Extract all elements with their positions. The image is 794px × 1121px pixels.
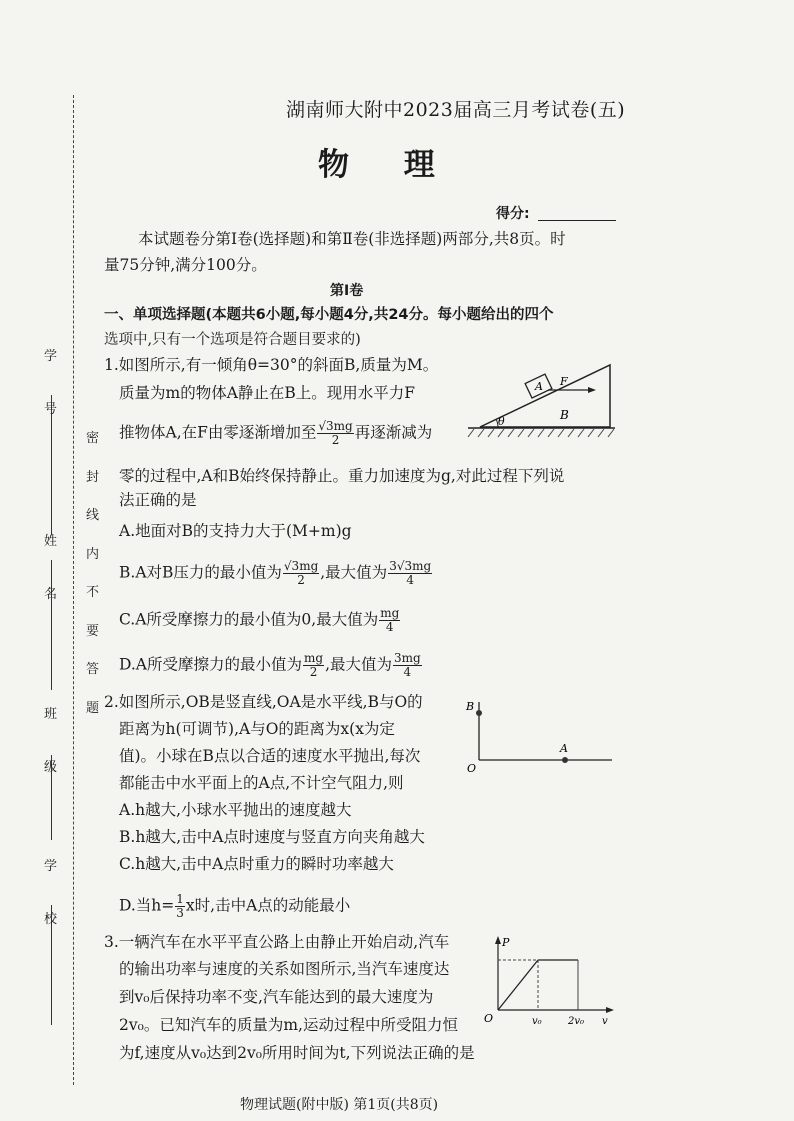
q2-option-a: A.h越大,小球水平抛出的速度越大 bbox=[119, 801, 352, 819]
q2-option-b: B.h越大,击中A点时速度与竖直方向夹角越大 bbox=[119, 828, 425, 846]
binding-label-xuehao: 学 号 bbox=[44, 349, 58, 417]
q3-line-2: 的输出功率与速度的关系如图所示,当汽车速度达 bbox=[119, 960, 450, 978]
page-footer: 物理试题(附中版) 第1页(共8页) bbox=[240, 1097, 439, 1113]
subject-title: 物 理 bbox=[318, 147, 457, 183]
exam-title: 湖南师大附中2023届高三月考试卷(五) bbox=[286, 99, 626, 121]
point-a-marker bbox=[562, 757, 568, 763]
q2-projectile-figure bbox=[462, 690, 622, 775]
intro-line-1: 本试题卷分第Ⅰ卷(选择题)和第Ⅱ卷(非选择题)两部分,共8页。时 bbox=[138, 230, 566, 248]
q2-line-3: 值)。小球在B点以合适的速度水平抛出,每次 bbox=[119, 747, 421, 765]
q2-line-1: 2.如图所示,OB是竖直线,OA是水平线,B与O的 bbox=[104, 693, 423, 711]
v-axis-arrow-icon bbox=[606, 1007, 614, 1013]
svg-text:B: B bbox=[466, 700, 475, 713]
p-axis-arrow-icon bbox=[495, 936, 501, 944]
q1-incline-figure bbox=[460, 355, 620, 440]
svg-text:θ: θ bbox=[498, 415, 505, 428]
q1-frac-max-force: $\frac{√3mg}{2}$ bbox=[318, 419, 353, 448]
svg-text:A: A bbox=[560, 742, 568, 755]
part1-heading-1: 一、单项选择题(本题共6小题,每小题4分,共24分。每小题给出的四个 bbox=[104, 307, 554, 323]
section-title: 第Ⅰ卷 bbox=[330, 283, 364, 299]
svg-text:O: O bbox=[484, 1012, 494, 1025]
seal-warning-text: 密封线内不要答题 bbox=[86, 431, 100, 716]
part1-heading-2: 选项中,只有一个选项是符合题目要求的) bbox=[104, 332, 361, 348]
q3-line-5: 为f,速度从v₀达到2v₀所用时间为t,下列说法正确的是 bbox=[119, 1044, 475, 1062]
power-ramp-line bbox=[498, 960, 538, 1010]
q1-line-4: 零的过程中,A和B始终保持静止。重力加速度为g,对此过程下列说 bbox=[119, 467, 565, 485]
score-label: 得分: bbox=[496, 206, 530, 222]
q3-line-1: 3.一辆汽车在水平平直公路上由静止开始启动,汽车 bbox=[104, 933, 450, 951]
q1-option-b: B.A对B压力的最小值为 $\frac{√3mg}{2}$ ,最大值为 $\frac{3√3mg}{4}$ bbox=[119, 559, 432, 588]
q2-line-2: 距离为h(可调节),A与O的距离为x(x为定 bbox=[119, 720, 395, 738]
q2-line-4: 都能击中水平面上的A点,不计空气阻力,则 bbox=[119, 774, 404, 792]
svg-text:F: F bbox=[560, 375, 568, 388]
point-b-marker bbox=[476, 710, 482, 716]
svg-text:B: B bbox=[560, 408, 569, 422]
binding-label-xingming: 姓 名 bbox=[44, 534, 58, 602]
q1-line-2: 质量为m的物体A静止在B上。现用水平力F bbox=[119, 384, 416, 402]
svg-text:O: O bbox=[467, 762, 477, 775]
force-arrow-icon bbox=[588, 387, 596, 393]
q1-option-d: D.A所受摩擦力的最小值为 $\frac{mg}{2}$ ,最大值为 $\frac{3mg}{4}$ bbox=[119, 651, 421, 680]
q1-line-5: 法正确的是 bbox=[119, 491, 197, 509]
svg-text:2v₀: 2v₀ bbox=[568, 1016, 585, 1027]
q3-line-4: 2v₀。已知汽车的质量为m,运动过程中所受阻力恒 bbox=[119, 1016, 458, 1034]
q2-option-d: D.当h= $\frac{1}{3}$ x时,击中A点的动能最小 bbox=[119, 892, 351, 921]
svg-text:A: A bbox=[535, 380, 543, 393]
svg-text:v₀: v₀ bbox=[532, 1016, 542, 1027]
binding-label-xuexiao: 学 校 bbox=[44, 859, 58, 927]
q1-line-3: 推物体A,在F由零逐渐增加至 $\frac{√3mg}{2}$ 再逐渐减为 bbox=[119, 419, 433, 448]
svg-text:P: P bbox=[502, 936, 510, 949]
intro-line-2: 量75分钟,满分100分。 bbox=[104, 256, 267, 274]
svg-text:v: v bbox=[602, 1016, 608, 1027]
q1-line-1: 1.如图所示,有一倾角θ=30°的斜面B,质量为M。 bbox=[104, 356, 439, 374]
q3-power-velocity-graph bbox=[480, 930, 615, 1030]
q1-option-a: A.地面对B的支持力大于(M+m)g bbox=[119, 522, 352, 540]
q3-line-3: 到v₀后保持功率不变,汽车能达到的最大速度为 bbox=[119, 988, 434, 1006]
q2-option-c: C.h越大,击中A点时重力的瞬时功率越大 bbox=[119, 855, 394, 873]
score-blank bbox=[538, 220, 616, 221]
q1-option-c: C.A所受摩擦力的最小值为0,最大值为 $\frac{mg}{4}$ bbox=[119, 606, 400, 635]
seal-dashed-line bbox=[73, 95, 74, 1085]
binding-label-banji: 班 级 bbox=[44, 707, 58, 775]
